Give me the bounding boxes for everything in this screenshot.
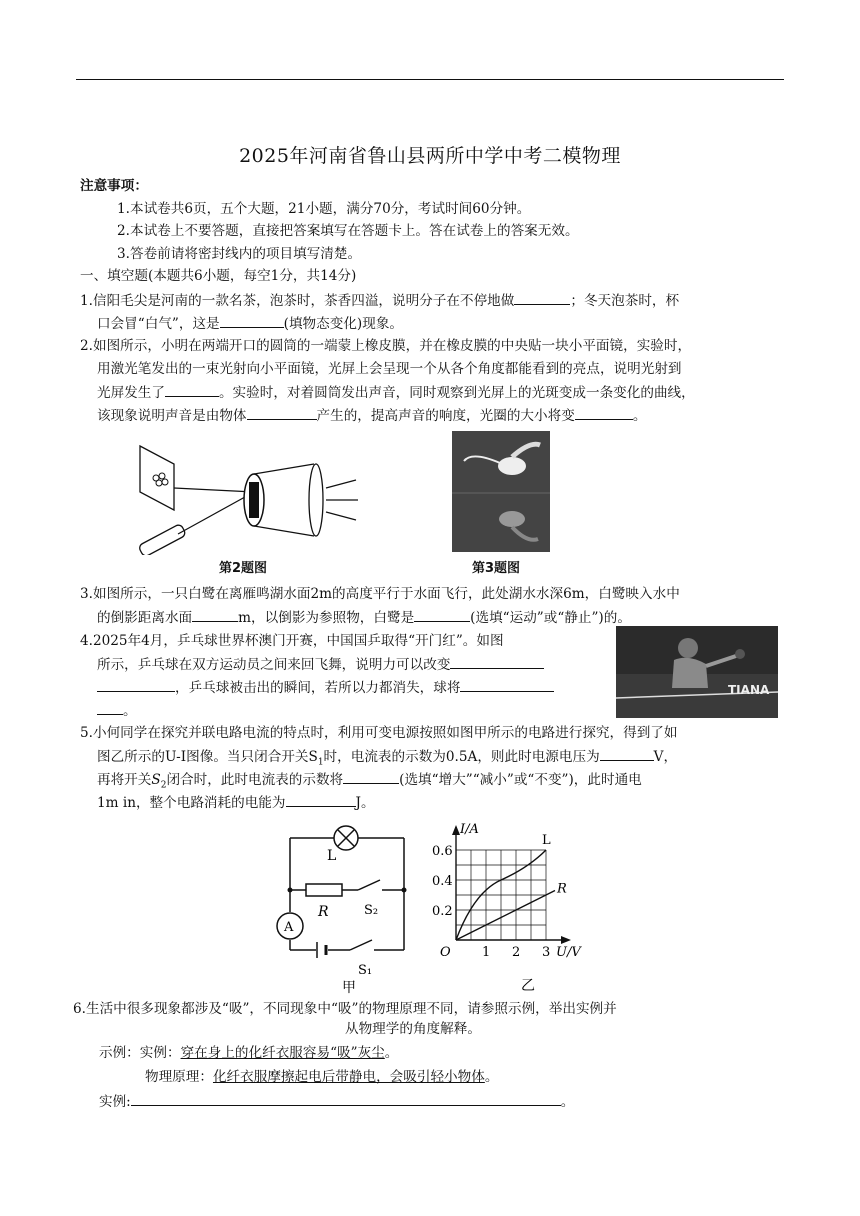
y-axis-arrow xyxy=(452,825,460,835)
question-4: 4.2025年4月，乒乓球世界杯澳门开赛，中国国乒取得“开门红”。如图 xyxy=(80,633,504,649)
question-3-cont: 的倒影距离水面 m，以倒影为参照物，白鹭是 (选填“运动”或“静止”)的。 xyxy=(97,607,631,628)
lamp-label: L xyxy=(327,848,337,864)
figure-3-caption: 第3题图 xyxy=(472,561,521,576)
answer-blank[interactable] xyxy=(192,607,238,622)
banner-text: TIANA xyxy=(728,683,770,697)
x-tick-label: 3 xyxy=(542,945,551,960)
question-6-cont: 从物理学的角度解释。 xyxy=(345,1021,481,1037)
resistor-label: R xyxy=(318,904,329,920)
battery-icon xyxy=(317,942,326,958)
y-tick-label: 0.2 xyxy=(432,904,453,919)
question-5: 5.小何同学在探究并联电路电流的特点时，利用可变电源按照如图甲所示的电路进行探究，得到了如 xyxy=(80,725,678,741)
ui-chart xyxy=(430,812,600,994)
question-6: 6.生活中很多现象都涉及“吸”，不同现象中“吸”的物理原理不同，请参照示例，举出实例并 xyxy=(73,1001,617,1017)
lamp-icon xyxy=(334,826,358,850)
answer-blank[interactable] xyxy=(286,792,356,807)
chart-caption: 乙 xyxy=(521,978,535,994)
answer-blank[interactable] xyxy=(165,382,219,397)
x-tick-label: 1 xyxy=(482,945,491,960)
notice-item: 3.答卷前请将密封线内的项目填写清楚。 xyxy=(117,246,362,262)
y-tick-label: 0.6 xyxy=(432,844,453,859)
question-5-cont: 图乙所示的U-I图像。当只闭合开关$S_1$时，电流表的示数为0.5A，则此时电源电压为 V， xyxy=(97,746,677,773)
answer-blank[interactable] xyxy=(450,654,544,669)
answer-line: 实例: 。 xyxy=(99,1091,574,1112)
answer-blank[interactable] xyxy=(460,677,554,692)
egret-photo xyxy=(452,431,550,552)
ammeter-label: A xyxy=(284,920,294,935)
series-label: R xyxy=(557,881,567,897)
y-axis-label: I/A xyxy=(460,822,479,837)
notice-heading: 注意事项： xyxy=(80,178,148,194)
table-tennis-photo xyxy=(616,626,778,718)
switch2-label: S₂ xyxy=(364,903,379,918)
answer-blank[interactable] xyxy=(97,700,123,715)
top-divider xyxy=(76,79,784,80)
question-1-cont: 口会冒“白气”，这是 (填物态变化)现象。 xyxy=(97,313,403,334)
series-label: L xyxy=(542,833,551,848)
question-1: 1.信阳毛尖是河南的一款名茶，泡茶时，茶香四溢，说明分子在不停地做 ；冬天泡茶时，杯 xyxy=(80,290,679,311)
question-4-cont: 所示，乒乓球在双方运动员之间来回飞舞，说明力可以改变 xyxy=(97,654,544,675)
figure-2-diagram xyxy=(126,440,366,555)
answer-blank[interactable] xyxy=(575,405,633,420)
answer-blank[interactable] xyxy=(97,677,175,692)
x-tick-label: 2 xyxy=(512,945,521,960)
question-2: 2.如图所示，小明在两端开口的圆筒的一端蒙上橡皮膜，并在橡皮膜的中央贴一块小平面镜，实验时， xyxy=(80,338,692,354)
section-heading: 一、填空题(本题共6小题，每空1分，共14分) xyxy=(80,268,357,284)
question-2-cont: 用激光笔发出的一束光射向小平面镜，光屏上会呈现一个从各个角度都能看到的亮点，说明光射到 xyxy=(97,361,682,377)
question-5-cont: 再将开关$S_2$闭合时，此时电流表的示数将 (选填“增大”“减小”或“不变”)，此时通电 xyxy=(97,769,642,796)
question-3: 3.如图所示，一只白鹭在离雁鸣湖水面2m的高度平行于水面飞行，此处湖水水深6m，白鹭映入水中 xyxy=(80,586,680,602)
circuit-caption: 甲 xyxy=(342,980,356,994)
answer-blank[interactable] xyxy=(131,1091,561,1106)
question-4-cont: 。 xyxy=(97,700,137,721)
question-2-cont: 该现象说明声音是由物体 产生的，提高声音的响度，光圈的大小将变 。 xyxy=(97,405,646,426)
notice-item: 2.本试卷上不要答题，直接把答案填写在答题卡上。答在试卷上的答案无效。 xyxy=(117,223,579,239)
answer-blank[interactable] xyxy=(220,313,284,328)
answer-blank[interactable] xyxy=(343,769,399,784)
switch1-label: S₁ xyxy=(358,963,373,978)
answer-blank[interactable] xyxy=(414,607,470,622)
principle-line: 物理原理：化纤衣服摩擦起电后带静电，会吸引轻小物体。 xyxy=(145,1069,499,1085)
resistor-icon xyxy=(306,884,342,896)
circuit-diagram xyxy=(266,814,426,994)
y-tick-label: 0.4 xyxy=(432,874,453,889)
x-axis-arrow xyxy=(561,936,571,944)
answer-blank[interactable] xyxy=(600,746,654,761)
x-axis-label: U/V xyxy=(556,945,581,960)
figure-2-caption: 第2题图 xyxy=(219,561,268,576)
answer-blank[interactable] xyxy=(247,405,317,420)
question-5-cont: 1m in，整个电路消耗的电能为 J。 xyxy=(97,792,375,813)
question-4-cont: ，乒乓球被击出的瞬间，若所以力都消失，球将 xyxy=(97,677,554,698)
origin-label: O xyxy=(440,945,451,960)
question-2-cont: 光屏发生了 。实验时，对着圆筒发出声音，同时观察到光屏上的光斑变成一条变化的曲线， xyxy=(97,382,695,403)
page-title: 2025年河南省鲁山县两所中学中考二模物理 xyxy=(239,145,621,167)
example-line: 示例：实例：穿在身上的化纤衣服容易“吸”灰尘。 xyxy=(99,1045,399,1061)
answer-blank[interactable] xyxy=(514,290,570,305)
notice-item: 1.本试卷共6页，五个大题，21小题，满分70分，考试时间60分钟。 xyxy=(117,201,531,217)
